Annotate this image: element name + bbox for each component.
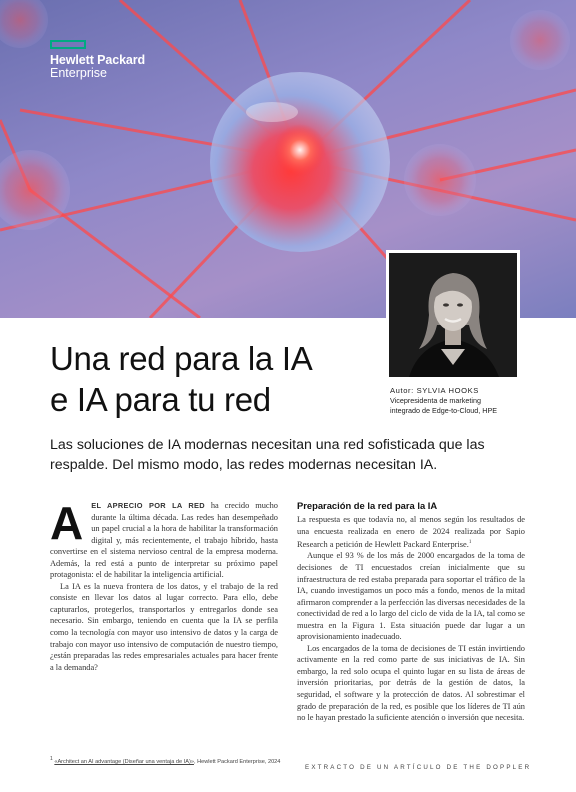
title-line-2: e IA para tu red xyxy=(50,381,271,418)
paragraph-3-text: La respuesta es que todavía no, al menos según los resultados de una encuesta realizada en enero de 2024 realizada por Sapio Research a petición de Hewlett Packard Enterprise. xyxy=(297,515,525,549)
footnote-number: 1 xyxy=(50,756,53,762)
footnote-ref[interactable]: 1 xyxy=(468,540,472,546)
intro-text: ha crecido mucho durante la última década. Las redes han desempeñado un papel crucial a la hora de habilitar la transformación digital y, más recientemente, el trabajo híbrido, hasta convertirse en el sistema nervioso central de la empresa moderna. Además, la red está a punto de interpretar su próximo papel protagonista: el de habilitar la inteligencia artificial. xyxy=(50,501,278,580)
footnote-link[interactable]: «Architect an AI advantage (Diseñar una ventaja de IA)» xyxy=(54,758,194,765)
left-column xyxy=(50,497,278,673)
intro-paragraph xyxy=(50,497,278,581)
author-role-line2: integrado de Edge-to-Cloud, HPE xyxy=(390,406,498,415)
logo-mark xyxy=(50,40,86,49)
lead-in-caps: EL APRECIO POR LA RED xyxy=(91,501,205,510)
logo-text-line2: Enterprise xyxy=(50,66,107,80)
section-heading: Preparación de la red para la IA xyxy=(297,500,438,511)
title-line-1: Una red para la IA xyxy=(50,340,313,377)
logo-text-line1: Hewlett Packard xyxy=(50,53,146,67)
paragraph-2: La IA es la nueva frontera de los datos, y el trabajo de la red consiste en llevar los datos al lugar correcto. Para ello, debe capturarlos, protegerlos, transportarlos y entregarlos donde sea necesario. Sin embargo, teniendo en cuenta que la IA se perfila como la tecnología con mayor uso intensivo de datos y la carga de trabajo con mayor uso intensivo de computación de nuestro tiempo, ¿están preparadas las redes empresariales actuales para hacer frente a la demanda? xyxy=(50,581,278,672)
paragraph-5: Los encargados de la toma de decisiones de TI están invirtiendo activamente en la red como parte de sus iniciativas de IA. Sin embargo, la red solo ocupa el quinto lugar en su lista de áreas de inversión prioritarias, por detrás de la gestión de datos, la seguridad, el software y la protección de datos. Al sobrestimar el grado de preparación de la red, es posible que los líderes de TI aún no le hayan prestado la suficiente atención o inversión que necesita. xyxy=(297,643,525,723)
author-portrait xyxy=(386,250,520,380)
author-role-line1: Vicepresidenta de marketing xyxy=(390,396,481,405)
drop-cap: A xyxy=(50,497,84,549)
footnote xyxy=(50,756,280,765)
page-title xyxy=(50,338,312,420)
page-footer: EXTRACTO DE UN ARTÍCULO DE THE DOPPLER xyxy=(305,764,532,771)
hpe-logo xyxy=(50,40,145,80)
subtitle: Las soluciones de IA modernas necesitan una red sofisticada que las respalde. Del mismo modo, las redes modernas necesitan IA. xyxy=(50,437,485,473)
footnote-source: , Hewlett Packard Enterprise, 2024 xyxy=(193,758,281,765)
author-name: Autor: SYLVIA HOOKS xyxy=(390,386,479,395)
paragraph-3 xyxy=(297,514,525,550)
paragraph-4: Aunque el 93 % de los más de 2000 encargados de la toma de decisiones de TI encuestados creían inicialmente que su infraestructura de red estaba preparada para soportar el tráfico de la IA, cuando investigamos un poco más a fondo, menos de la mitad afirmaron comprender a la perfección las diversas necesidades de la conectividad de red a lo largo del ciclo de vida de la IA, tal como se muestra en la Figura 1. Esta situación puede dar lugar a un aprovisionamiento inadecuado. xyxy=(297,551,525,642)
author-block xyxy=(390,386,550,416)
right-column xyxy=(297,500,525,724)
